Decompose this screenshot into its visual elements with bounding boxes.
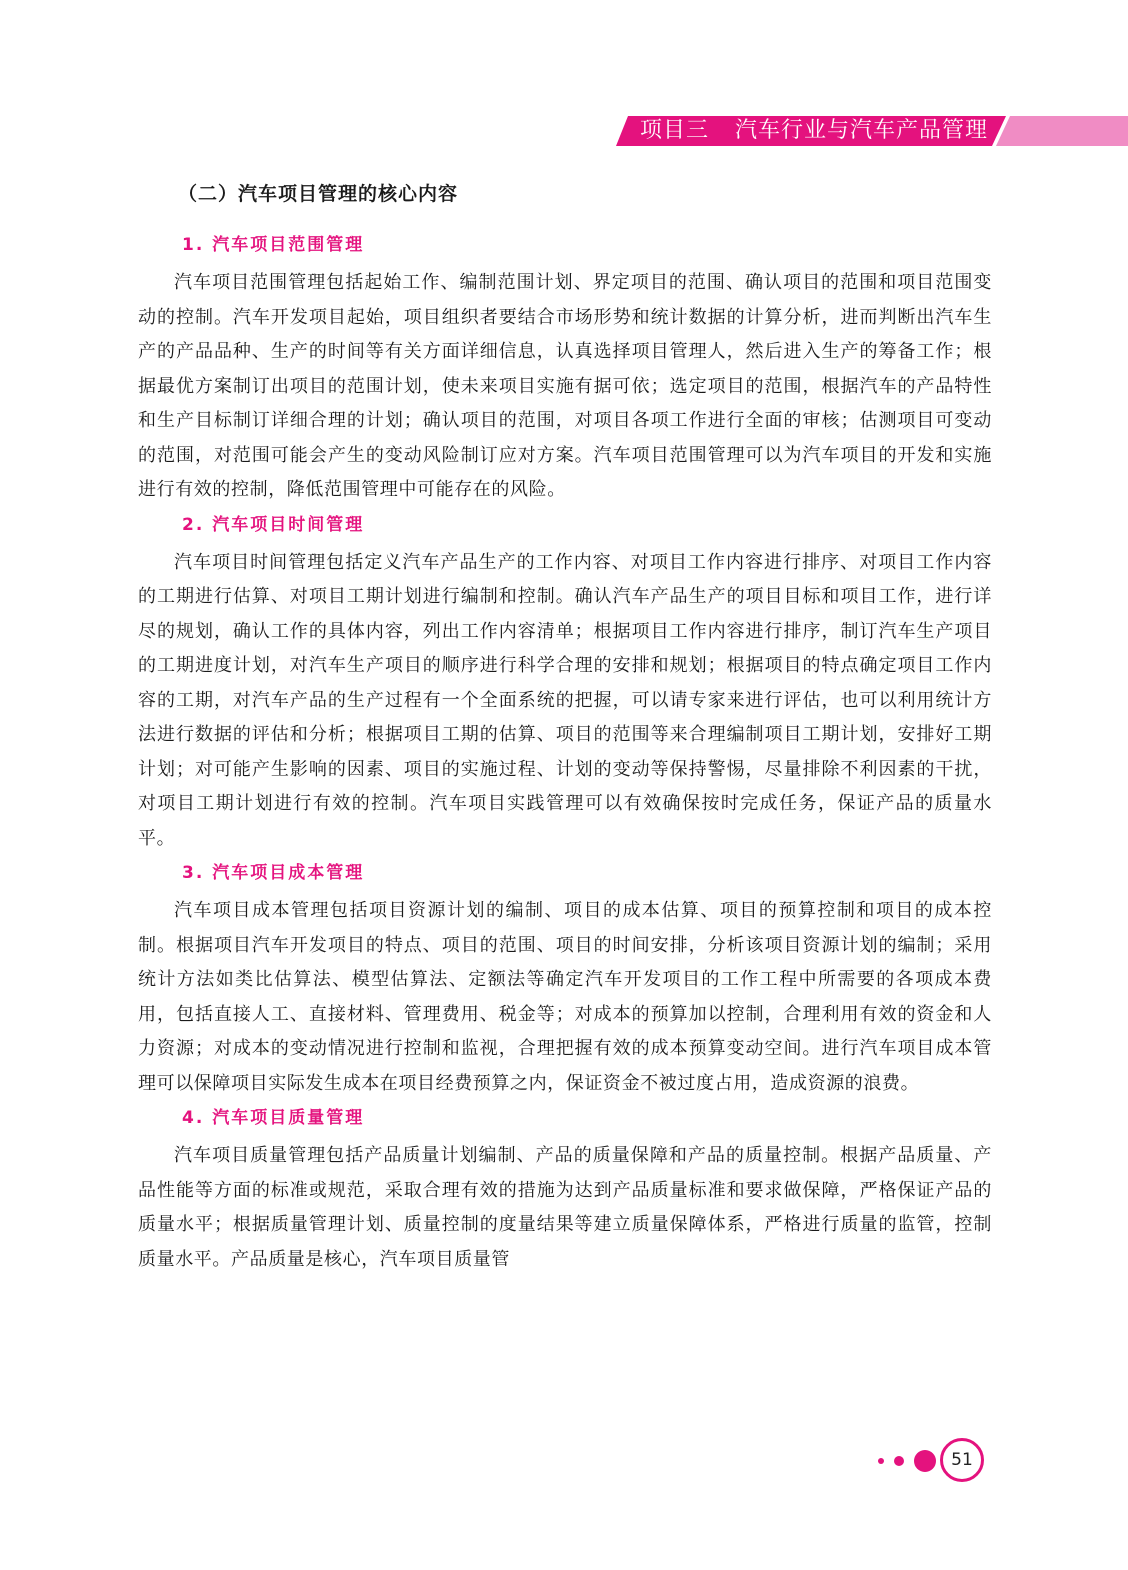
subsection-title-scope: 1. 汽车项目范围管理 — [182, 235, 365, 255]
page-footer — [878, 1438, 992, 1484]
header-project: 项目三 — [640, 118, 710, 143]
section-title: （二）汽车项目管理的核心内容 — [178, 183, 459, 205]
paragraph-cost: 汽车项目成本管理包括项目资源计划的编制、项目的成本估算、项目的预算控制和项目的成本控制。根据项目汽车开发项目的特点、项目的范围、项目的时间安排，分析该项目资源计划的编制；采用统计方法如类比估算法、模型估算法、定额法等确定汽车开发项目的工作工程中所需要的各项成本费用，包括直接人工、直接材料、管理费用、税金等；对成本的预算加以控制，合理利用有效的资金和人力资源；对成本的变动情况进行控制和监视，合理把握有效的成本预算变动空间。进行汽车项目成本管理可以保障项目实际发生成本在项目经费预算之内，保证资金不被过度占用，造成资源的浪费。 — [138, 900, 992, 1094]
header-chapter: 汽车行业与汽车产品管理 — [735, 118, 989, 143]
paragraph-scope: 汽车项目范围管理包括起始工作、编制范围计划、界定项目的范围、确认项目的范围和项目范围变动的控制。汽车开发项目起始，项目组织者要结合市场形势和统计数据的计算分析，进而判断出汽车生产的产品品种、生产的时间等有关方面详细信息，认真选择项目管理人，然后进入生产的筹备工作；根据最优方案制订出项目的范围计划，使未来项目实施有据可依；选定项目的范围，根据汽车的产品特性和生产目标制订详细合理的计划；确认项目的范围，对项目各项工作进行全面的审核；估测项目可变动的范围，对范围可能会产生的变动风险制订应对方案。汽车项目范围管理可以为汽车项目的开发和实施进行有效的控制，降低范围管理中可能存在的风险。 — [138, 272, 992, 500]
medium-dot-icon — [894, 1456, 904, 1466]
small-dot-icon — [878, 1458, 884, 1464]
header-text — [640, 116, 988, 146]
paragraph-time: 汽车项目时间管理包括定义汽车产品生产的工作内容、对项目工作内容进行排序、对项目工作内容的工期进行估算、对项目工期计划进行编制和控制。确认汽车产品生产的项目目标和项目工作，进行详尽的规划，确认工作的具体内容，列出工作内容清单；根据项目工作内容进行排序，制订汽车生产项目的工期进度计划，对汽车生产项目的顺序进行科学合理的安排和规划；根据项目的特点确定项目工作内容的工期，对汽车产品的生产过程有一个全面系统的把握，可以请专家来进行评估，也可以利用统计方法进行数据的评估和分析；根据项目工期的估算、项目的范围等来合理编制项目工期计划，安排好工期计划；对可能产生影响的因素、项目的实施过程、计划的变动等保持警惕，尽量排除不利因素的干扰，对项目工期计划进行有效的控制。汽车项目实践管理可以有效确保按时完成任务，保证产品的质量水平。 — [138, 551, 992, 849]
subsection-title-quality: 4. 汽车项目质量管理 — [182, 1108, 365, 1128]
subsection-title-cost: 3. 汽车项目成本管理 — [182, 863, 365, 883]
subsection-title-time: 2. 汽车项目时间管理 — [182, 514, 365, 535]
header-banner-light — [996, 116, 1128, 146]
page-number: 51 — [940, 1438, 984, 1482]
chapter-header — [0, 116, 1128, 146]
paragraph-quality: 汽车项目质量管理包括产品质量计划编制、产品的质量保障和产品的质量控制。根据产品质量、产品性能等方面的标准或规范，采取合理有效的措施为达到产品质量标准和要求做保障，严格保证产品的质量水平；根据质量管理计划、质量控制的度量结果等建立质量保障体系，严格进行质量的监管，控制质量水平。产品质量是核心，汽车项目质量管 — [138, 1145, 992, 1270]
large-dot-icon — [914, 1450, 936, 1472]
main-content — [138, 180, 992, 1279]
